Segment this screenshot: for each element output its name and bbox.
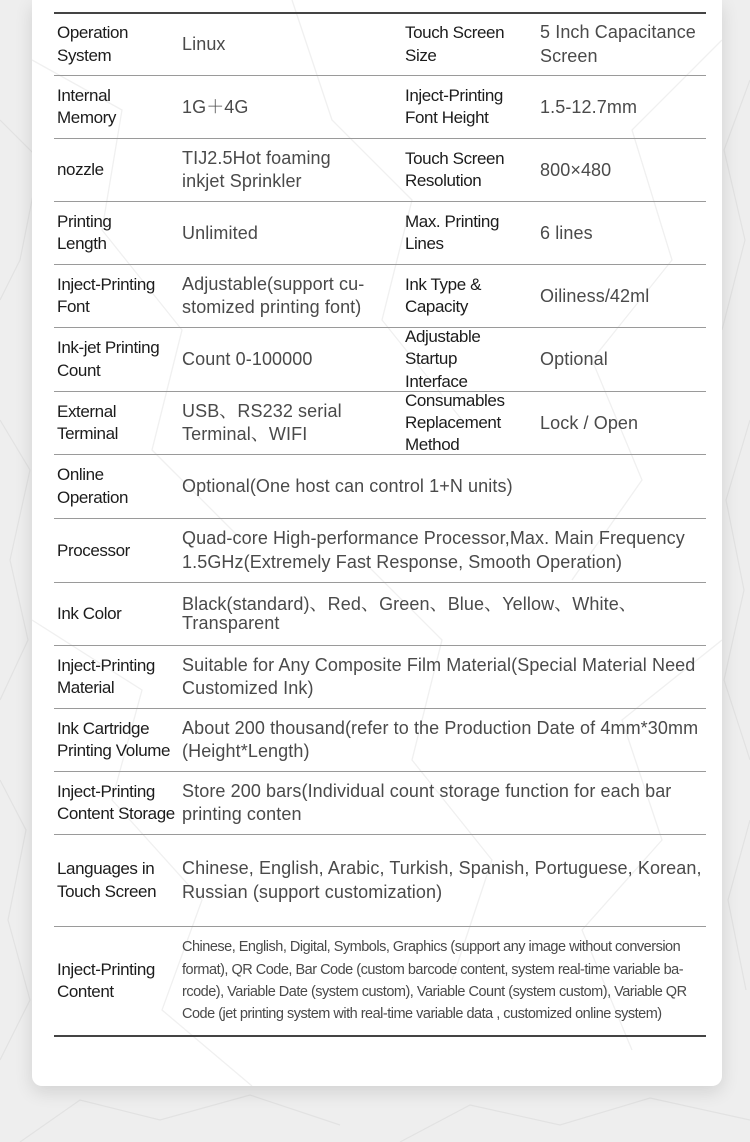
spec-row bbox=[54, 583, 706, 646]
spec-label-line: Operation bbox=[57, 487, 129, 507]
spec-label-line: Lines bbox=[405, 234, 444, 253]
spec-label-line: Length bbox=[57, 234, 107, 253]
spec-label-line: Resolution bbox=[405, 171, 482, 190]
spec-label bbox=[54, 337, 182, 381]
spec-value bbox=[182, 98, 402, 117]
spec-label-line: Count bbox=[57, 360, 101, 380]
spec-value-line: USB、RS232 serial bbox=[182, 400, 342, 421]
spec-value-line: 1.5-12.7mm bbox=[540, 96, 638, 117]
spec-label bbox=[402, 148, 540, 192]
spec-label-line: Printing Volume bbox=[57, 741, 171, 760]
spec-value-line: Oiliness/42ml bbox=[540, 285, 650, 306]
spec-label bbox=[54, 858, 182, 902]
spec-value bbox=[182, 595, 706, 633]
spec-label-line: Printing bbox=[57, 211, 112, 231]
spec-value bbox=[182, 147, 402, 193]
spec-value bbox=[182, 400, 402, 446]
spec-label bbox=[402, 390, 540, 456]
spec-label bbox=[54, 161, 182, 179]
spec-label bbox=[54, 274, 182, 318]
spec-value bbox=[182, 35, 402, 54]
spec-row bbox=[54, 202, 706, 265]
spec-row bbox=[54, 646, 706, 709]
spec-label-line: Material bbox=[57, 678, 115, 697]
spec-row bbox=[54, 455, 706, 519]
spec-label-line: nozzle bbox=[57, 160, 104, 180]
spec-value-line: Linux bbox=[182, 34, 226, 55]
spec-value-line: stomized printing font) bbox=[182, 297, 362, 317]
spec-value-line: rcode), Variable Date (system custom), Variable Count (system custom), Variable QR bbox=[182, 984, 687, 1000]
spec-label bbox=[54, 211, 182, 255]
spec-label-line: Online bbox=[57, 465, 104, 485]
spec-value-line: 1G＋4G bbox=[182, 96, 249, 117]
spec-value-line: 6 lines bbox=[540, 222, 593, 243]
spec-value-line: Screen bbox=[540, 45, 598, 66]
spec-value-line: Count 0-100000 bbox=[182, 349, 313, 370]
spec-label-line: Inject-Printing bbox=[57, 655, 155, 675]
spec-row bbox=[54, 265, 706, 328]
spec-label-line: External bbox=[57, 401, 117, 421]
spec-label-line: Ink Cartridge bbox=[57, 718, 150, 738]
spec-label bbox=[54, 464, 182, 508]
spec-label-line: Processor bbox=[57, 540, 130, 560]
spec-value bbox=[182, 273, 402, 319]
spec-label-line: Ink Type & bbox=[405, 274, 482, 294]
spec-value-line: Optional bbox=[540, 349, 608, 370]
spec-label-line: Internal bbox=[57, 85, 111, 105]
spec-value bbox=[540, 98, 706, 117]
spec-label-line: Startup bbox=[405, 349, 458, 369]
spec-value-line: Customized Ink) bbox=[182, 678, 314, 698]
spec-row bbox=[54, 139, 706, 202]
spec-value-line: Optional(One host can control 1+N units) bbox=[182, 476, 513, 497]
spec-label-line: Font Height bbox=[405, 108, 489, 127]
spec-label bbox=[54, 401, 182, 445]
spec-label bbox=[402, 326, 540, 392]
spec-label-line: Consumables bbox=[405, 390, 505, 410]
spec-value-line: Black(standard)、Red、Green、Blue、Yellow、White、Transparent bbox=[182, 594, 637, 633]
spec-label-line: System bbox=[57, 45, 112, 65]
spec-label bbox=[54, 22, 182, 66]
spec-value-line: Russian (support customization) bbox=[182, 881, 443, 902]
spec-value-line: format), QR Code, Bar Code (custom barcode content, system real-time variable ba- bbox=[182, 961, 684, 978]
spec-value-line: Quad-core High-performance Processor,Max. Main Frequency bbox=[182, 528, 685, 549]
spec-value bbox=[182, 527, 706, 573]
spec-label-line: Content Storage bbox=[57, 804, 175, 823]
spec-label-line: Inject-Printing bbox=[57, 781, 155, 801]
spec-value bbox=[182, 717, 706, 763]
spec-row bbox=[54, 328, 706, 392]
spec-label-line: Ink-jet Printing bbox=[57, 338, 160, 358]
spec-card bbox=[32, 0, 722, 1086]
spec-value-line: Adjustable(support cu- bbox=[182, 273, 365, 294]
spec-value bbox=[182, 350, 402, 369]
spec-value bbox=[182, 857, 706, 903]
spec-label-line: Inject-Printing bbox=[57, 959, 155, 979]
spec-label-line: Size bbox=[405, 45, 437, 65]
spec-row bbox=[54, 835, 706, 927]
spec-value-line: Lock / Open bbox=[540, 412, 639, 433]
spec-value bbox=[540, 287, 706, 306]
spec-label bbox=[54, 781, 182, 825]
spec-value bbox=[182, 780, 706, 826]
spec-label-line: Operation bbox=[57, 23, 129, 43]
spec-row bbox=[54, 14, 706, 76]
spec-value-line: Code (jet printing system with real-time variable data , customized online system) bbox=[182, 1006, 662, 1023]
spec-value-line: Store 200 bars(Individual count storage function for each bar bbox=[182, 780, 672, 801]
spec-label bbox=[54, 718, 182, 762]
spec-row bbox=[54, 392, 706, 455]
spec-value-line: Chinese, English, Arabic, Turkish, Spanish, Portuguese, Korean, bbox=[182, 858, 702, 879]
spec-value bbox=[540, 21, 706, 67]
spec-value bbox=[540, 350, 706, 369]
spec-value bbox=[182, 654, 706, 700]
spec-row bbox=[54, 519, 706, 583]
spec-value-line: inkjet Sprinkler bbox=[182, 171, 302, 191]
spec-label-line: Memory bbox=[57, 108, 116, 127]
spec-value bbox=[540, 414, 706, 433]
spec-label bbox=[402, 85, 540, 129]
spec-value-line: Suitable for Any Composite Film Material(Special Material Need bbox=[182, 654, 696, 675]
spec-label bbox=[402, 211, 540, 255]
spec-value-line: 800×480 bbox=[540, 159, 612, 180]
spec-value-line: Terminal、WIFI bbox=[182, 424, 308, 444]
spec-value bbox=[182, 936, 706, 1026]
spec-label bbox=[54, 542, 182, 560]
spec-label-line: Max. Printing bbox=[405, 211, 500, 231]
spec-value-line: 1.5GHz(Extremely Fast Response, Smooth Operation) bbox=[182, 551, 623, 572]
spec-table bbox=[54, 12, 706, 1037]
spec-label-line: Adjustable bbox=[405, 327, 481, 347]
spec-label bbox=[54, 85, 182, 129]
spec-value-line: TIJ2.5Hot foaming bbox=[182, 147, 331, 168]
spec-label-line: Capacity bbox=[405, 297, 468, 316]
spec-label bbox=[402, 22, 540, 66]
spec-label-line: Ink Color bbox=[57, 604, 122, 624]
spec-row bbox=[54, 772, 706, 835]
spec-label-line: Touch Screen bbox=[405, 23, 505, 43]
spec-label-line: Inject-Printing bbox=[405, 85, 503, 105]
spec-value-line: About 200 thousand(refer to the Production Date of 4mm*30mm bbox=[182, 717, 699, 738]
spec-value-line: 5 Inch Capacitance bbox=[540, 22, 696, 43]
spec-label bbox=[54, 959, 182, 1003]
spec-row bbox=[54, 76, 706, 139]
spec-value bbox=[540, 224, 706, 243]
spec-label-line: Languages in bbox=[57, 859, 155, 879]
spec-row bbox=[54, 927, 706, 1035]
spec-value bbox=[540, 161, 706, 180]
spec-label-line: Touch Screen bbox=[405, 148, 505, 168]
spec-label-line: Terminal bbox=[57, 424, 119, 443]
spec-value-line: Chinese, English, Digital, Symbols, Graphics (support any image without conversion bbox=[182, 939, 681, 956]
spec-row bbox=[54, 709, 706, 772]
spec-label-line: Inject-Printing bbox=[57, 274, 155, 294]
spec-label bbox=[402, 274, 540, 318]
spec-value-line: (Height*Length) bbox=[182, 741, 310, 761]
spec-label bbox=[54, 605, 182, 623]
spec-label-line: Touch Screen bbox=[57, 881, 157, 901]
spec-label-line: Interface bbox=[405, 371, 468, 391]
spec-value-line: printing conten bbox=[182, 804, 302, 824]
spec-label-line: Font bbox=[57, 297, 90, 316]
spec-value-line: Unlimited bbox=[182, 222, 258, 243]
spec-label bbox=[54, 655, 182, 699]
spec-label-line: Method bbox=[405, 435, 460, 455]
spec-value bbox=[182, 477, 706, 496]
spec-label-line: Replacement bbox=[405, 412, 501, 432]
spec-label-line: Content bbox=[57, 982, 114, 1001]
spec-value bbox=[182, 224, 402, 243]
